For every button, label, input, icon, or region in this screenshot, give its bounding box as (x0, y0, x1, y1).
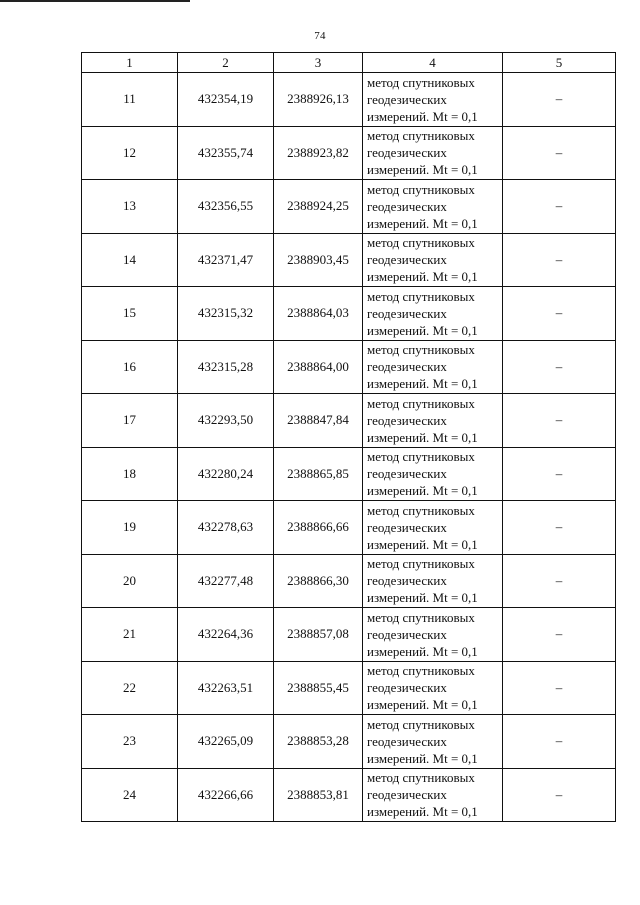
method-line: измерений. Mt = 0,1 (367, 269, 478, 285)
table-row (82, 768, 616, 822)
point-number-cell: 12 (82, 126, 178, 180)
table-body (82, 73, 616, 822)
method-cell (363, 554, 503, 608)
method-cell (363, 447, 503, 501)
coordinate-y-cell: 2388857,08 (274, 608, 363, 662)
method-line: геодезических (367, 573, 447, 589)
coordinate-x-cell: 432278,63 (178, 501, 274, 555)
method-line: измерений. Mt = 0,1 (367, 215, 478, 231)
coordinate-x-cell: 432315,28 (178, 340, 274, 394)
method-cell (363, 287, 503, 341)
table-row (82, 180, 616, 234)
method-line: измерений. Mt = 0,1 (367, 643, 478, 659)
point-number-cell: 14 (82, 233, 178, 287)
point-number-cell: 18 (82, 447, 178, 501)
method-line: геодезических (367, 466, 447, 482)
coordinate-y-cell: 2388855,45 (274, 661, 363, 715)
column-header-4: 4 (363, 53, 503, 73)
coordinate-x-cell: 432265,09 (178, 715, 274, 769)
method-line: метод спутниковых (367, 770, 475, 786)
point-number-cell: 13 (82, 180, 178, 234)
method-line: измерений. Mt = 0,1 (367, 804, 478, 820)
coordinate-y-cell: 2388903,45 (274, 233, 363, 287)
coordinate-y-cell: 2388866,66 (274, 501, 363, 555)
table-header-row (82, 53, 616, 73)
point-number-cell: 24 (82, 768, 178, 822)
method-line: метод спутниковых (367, 181, 475, 197)
method-line: метод спутниковых (367, 288, 475, 304)
method-line: измерений. Mt = 0,1 (367, 376, 478, 392)
table-row (82, 287, 616, 341)
coordinate-x-cell: 432371,47 (178, 233, 274, 287)
method-line: геодезических (367, 91, 447, 107)
point-number-cell: 16 (82, 340, 178, 394)
coordinate-x-cell: 432356,55 (178, 180, 274, 234)
method-line: измерений. Mt = 0,1 (367, 750, 478, 766)
method-line: измерений. Mt = 0,1 (367, 697, 478, 713)
method-line: геодезических (367, 252, 447, 268)
method-cell (363, 661, 503, 715)
method-line: геодезических (367, 733, 447, 749)
method-cell (363, 126, 503, 180)
method-line: метод спутниковых (367, 556, 475, 572)
method-line: измерений. Mt = 0,1 (367, 483, 478, 499)
method-cell (363, 394, 503, 448)
method-line: геодезических (367, 305, 447, 321)
method-line: метод спутниковых (367, 395, 475, 411)
coordinate-y-cell: 2388853,28 (274, 715, 363, 769)
coordinate-x-cell: 432293,50 (178, 394, 274, 448)
method-line: метод спутниковых (367, 609, 475, 625)
coordinate-y-cell: 2388864,00 (274, 340, 363, 394)
coordinate-y-cell: 2388866,30 (274, 554, 363, 608)
table-row (82, 501, 616, 555)
note-cell: – (503, 501, 616, 555)
method-line: метод спутниковых (367, 716, 475, 732)
coordinates-table (81, 52, 616, 822)
method-line: метод спутниковых (367, 663, 475, 679)
point-number-cell: 20 (82, 554, 178, 608)
table-row (82, 233, 616, 287)
note-cell: – (503, 554, 616, 608)
note-cell: – (503, 715, 616, 769)
column-header-2: 2 (178, 53, 274, 73)
table-row (82, 394, 616, 448)
table-row (82, 608, 616, 662)
page-number: 74 (314, 30, 326, 42)
point-number-cell: 19 (82, 501, 178, 555)
method-cell (363, 180, 503, 234)
note-cell: – (503, 768, 616, 822)
column-header-1: 1 (82, 53, 178, 73)
method-cell (363, 233, 503, 287)
note-cell: – (503, 287, 616, 341)
method-line: геодезических (367, 359, 447, 375)
coordinate-x-cell: 432277,48 (178, 554, 274, 608)
coordinate-y-cell: 2388865,85 (274, 447, 363, 501)
method-line: измерений. Mt = 0,1 (367, 322, 478, 338)
note-cell: – (503, 661, 616, 715)
method-line: метод спутниковых (367, 502, 475, 518)
method-cell (363, 608, 503, 662)
method-line: метод спутниковых (367, 235, 475, 251)
coordinate-x-cell: 432266,66 (178, 768, 274, 822)
coordinate-y-cell: 2388864,03 (274, 287, 363, 341)
coordinate-y-cell: 2388853,81 (274, 768, 363, 822)
method-cell (363, 340, 503, 394)
coordinate-y-cell: 2388924,25 (274, 180, 363, 234)
table-row (82, 126, 616, 180)
method-line: геодезических (367, 198, 447, 214)
note-cell: – (503, 340, 616, 394)
coordinate-x-cell: 432280,24 (178, 447, 274, 501)
table-row (82, 340, 616, 394)
column-header-5: 5 (503, 53, 616, 73)
table-row (82, 554, 616, 608)
point-number-cell: 22 (82, 661, 178, 715)
point-number-cell: 17 (82, 394, 178, 448)
point-number-cell: 21 (82, 608, 178, 662)
method-line: геодезических (367, 412, 447, 428)
note-cell: – (503, 608, 616, 662)
note-cell: – (503, 447, 616, 501)
coordinate-x-cell: 432315,32 (178, 287, 274, 341)
point-number-cell: 15 (82, 287, 178, 341)
note-cell: – (503, 233, 616, 287)
note-cell: – (503, 394, 616, 448)
note-cell: – (503, 126, 616, 180)
method-cell (363, 715, 503, 769)
method-line: геодезических (367, 519, 447, 535)
method-line: геодезических (367, 787, 447, 803)
method-line: метод спутниковых (367, 342, 475, 358)
method-cell (363, 73, 503, 127)
note-cell: – (503, 73, 616, 127)
method-cell (363, 501, 503, 555)
table-row (82, 715, 616, 769)
table-row (82, 661, 616, 715)
scan-edge-line (0, 0, 190, 2)
point-number-cell: 23 (82, 715, 178, 769)
coordinate-y-cell: 2388847,84 (274, 394, 363, 448)
method-line: геодезических (367, 680, 447, 696)
table-row (82, 447, 616, 501)
method-line: измерений. Mt = 0,1 (367, 590, 478, 606)
coordinate-x-cell: 432263,51 (178, 661, 274, 715)
method-line: геодезических (367, 145, 447, 161)
method-line: измерений. Mt = 0,1 (367, 108, 478, 124)
note-cell: – (503, 180, 616, 234)
method-line: метод спутниковых (367, 449, 475, 465)
coordinate-x-cell: 432354,19 (178, 73, 274, 127)
method-line: измерений. Mt = 0,1 (367, 162, 478, 178)
method-line: измерений. Mt = 0,1 (367, 536, 478, 552)
table-row (82, 73, 616, 127)
coordinate-y-cell: 2388923,82 (274, 126, 363, 180)
point-number-cell: 11 (82, 73, 178, 127)
method-line: геодезических (367, 626, 447, 642)
method-line: измерений. Mt = 0,1 (367, 429, 478, 445)
coordinate-x-cell: 432264,36 (178, 608, 274, 662)
coordinate-x-cell: 432355,74 (178, 126, 274, 180)
coordinate-y-cell: 2388926,13 (274, 73, 363, 127)
method-cell (363, 768, 503, 822)
method-line: метод спутниковых (367, 128, 475, 144)
column-header-3: 3 (274, 53, 363, 73)
method-line: метод спутниковых (367, 74, 475, 90)
